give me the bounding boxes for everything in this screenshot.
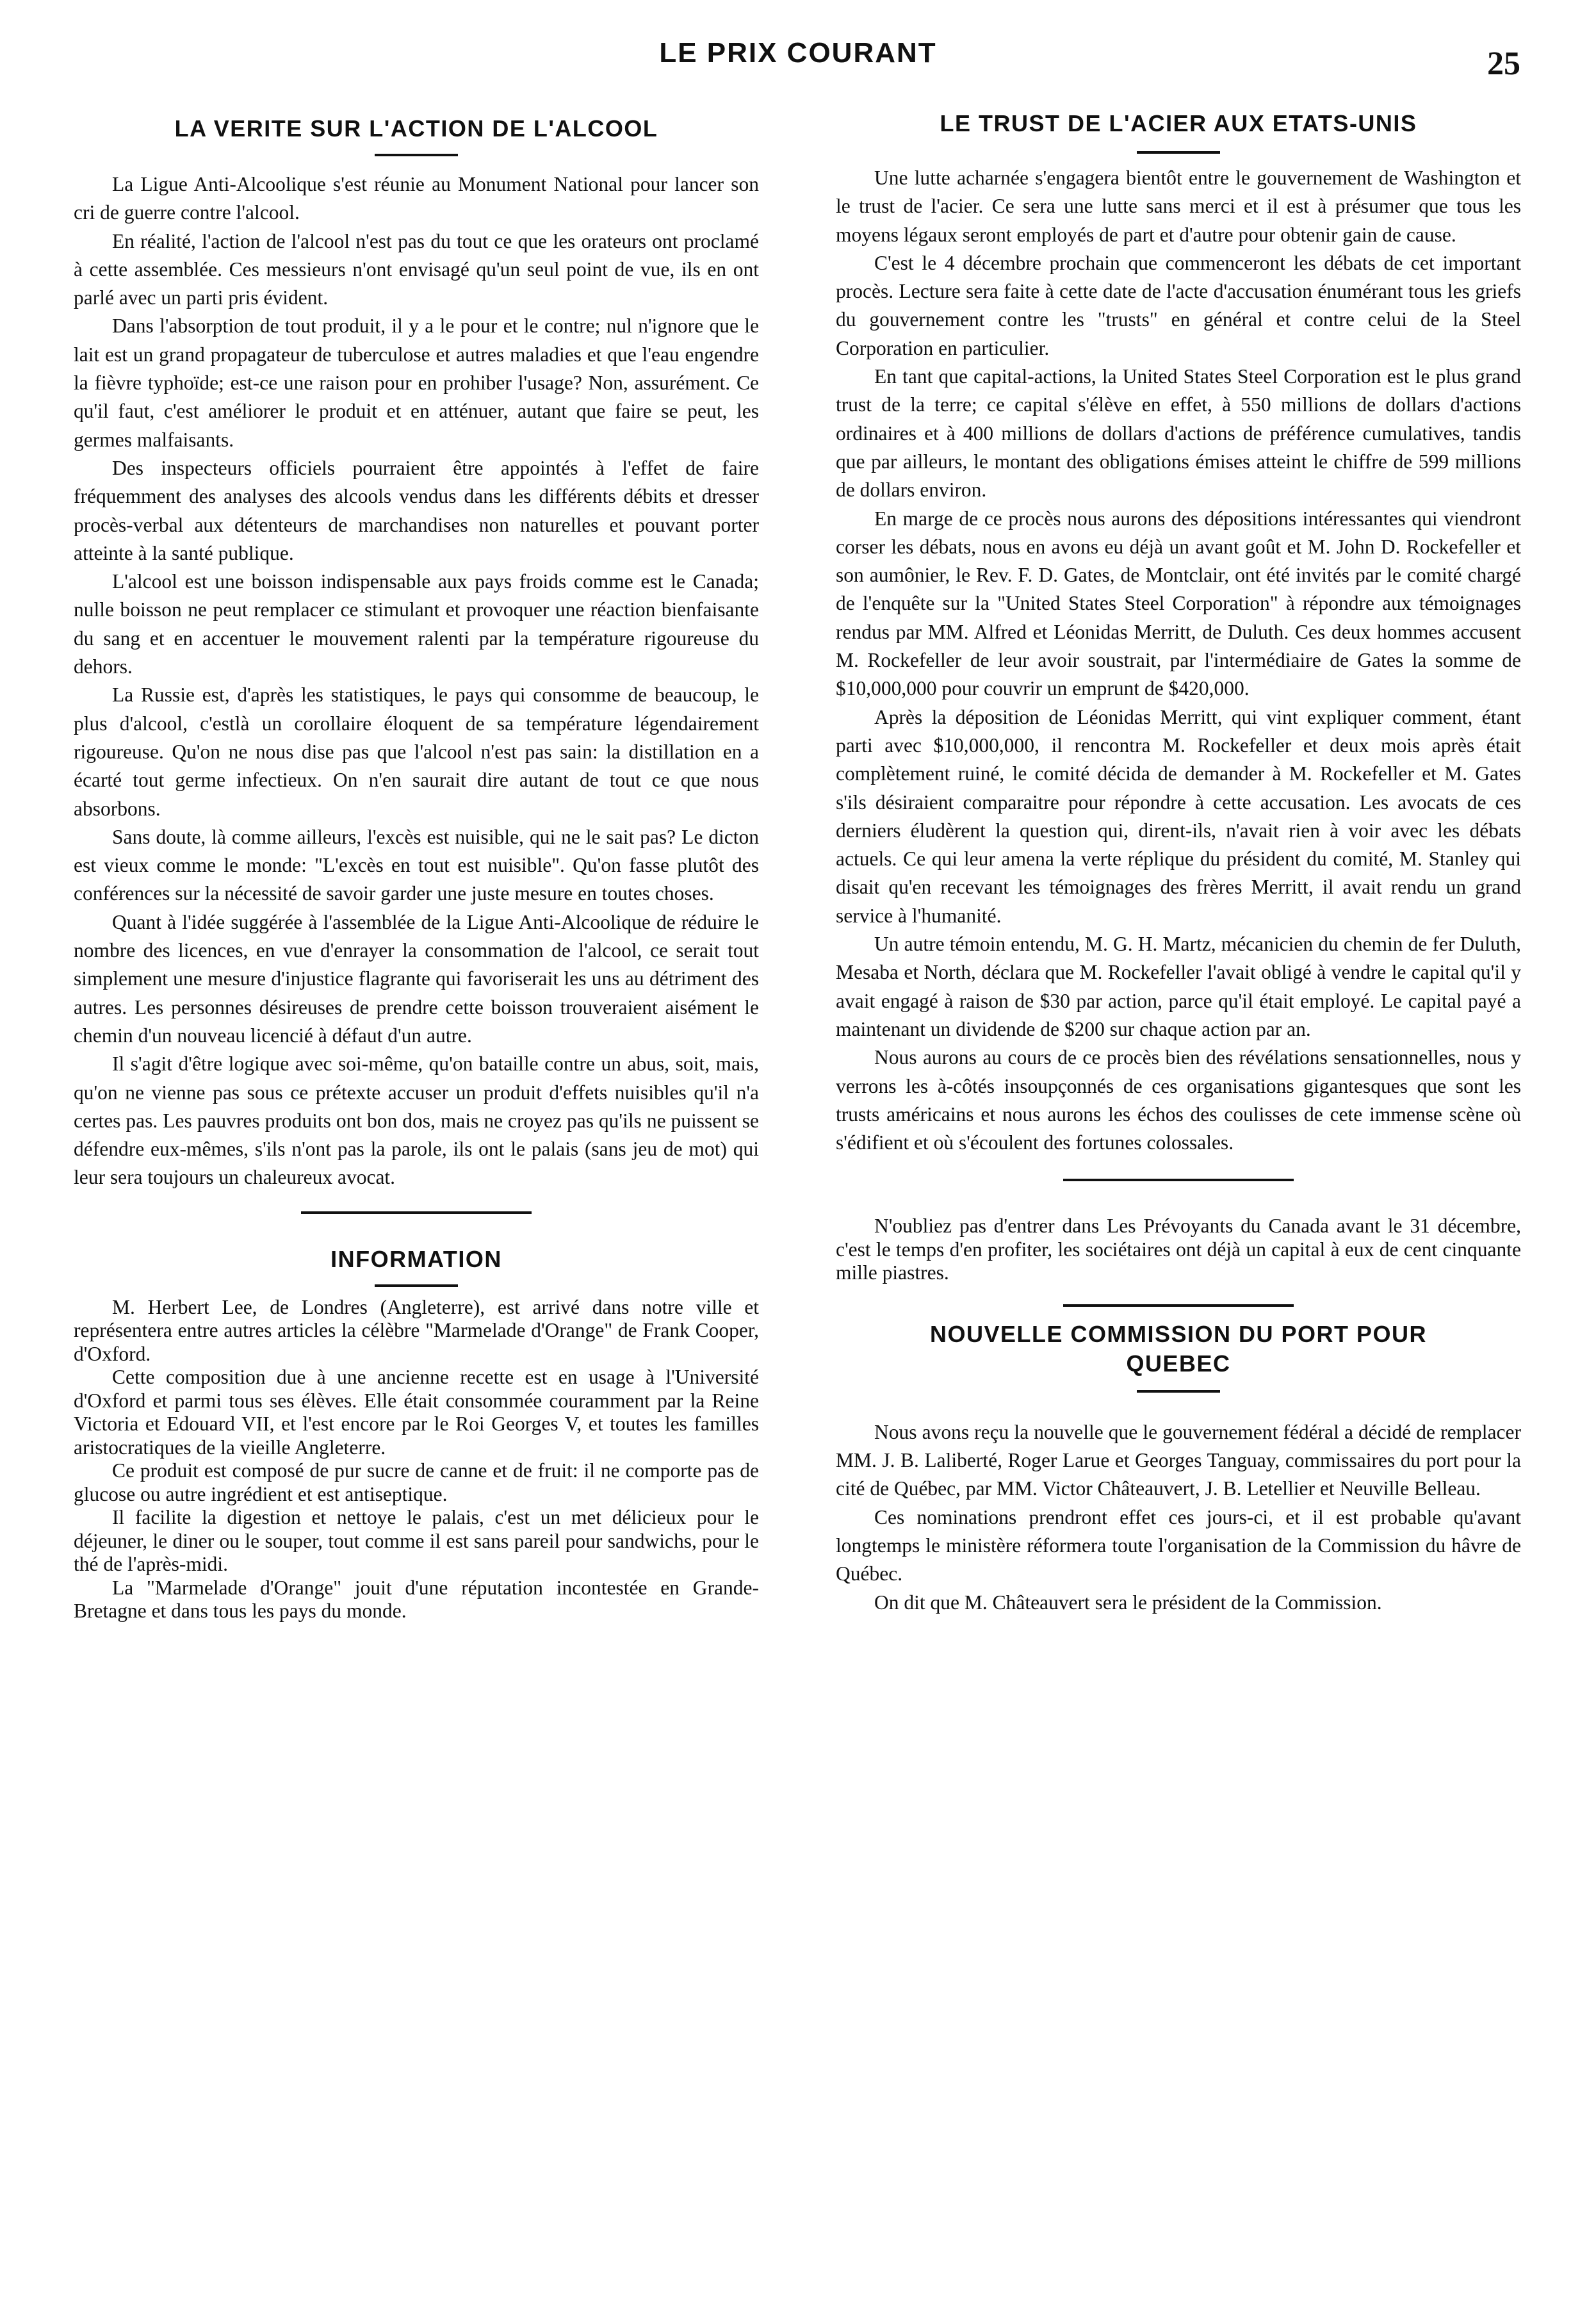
article-alcool [74, 114, 759, 1192]
article-title: LE TRUST DE L'ACIER AUX ETATS-UNIS [940, 110, 1417, 136]
paragraph: La Ligue Anti-Alcoolique s'est réunie au Monument National pour lancer son cri de guerre contre l'alcool. [74, 173, 759, 224]
paragraph: Une lutte acharnée s'engagera bientôt entre le gouvernement de Washington et le trust de l'acier. Ce sera une lutte sans merci et il est à présumer que tous les moyens légaux seront employés de part et d'autre pour obtenir gain de cause. [836, 167, 1521, 246]
paragraph: Ce produit est composé de pur sucre de canne et de fruit: il ne comporte pas de glucose ou autre ingrédient et est antiseptique. [74, 1459, 759, 1505]
section-divider [1063, 1304, 1294, 1307]
article-title: NOUVELLE COMMISSION DU PORT POUR QUEBEC [929, 1320, 1428, 1377]
article-body [836, 164, 1521, 1157]
article-title: INFORMATION [330, 1245, 502, 1272]
paragraph: En tant que capital-actions, la United States Steel Corporation est le plus grand trust de la terre; ce capital s'élève en effet, à 550 millions de dollars d'actions ordinaires et à 400 millions de dollars d'actions de préférence cumulatives, tandis que par ailleurs, le montant des obligations émises atteint le chiffre de 599 millions de dollars environ. [836, 365, 1521, 502]
paragraph: Il facilite la digestion et nettoye le palais, c'est un met délicieux pour le déjeuner, le diner ou le souper, tout comme il est sans pareil pour sandwichs, pour le thé de l'après-midi. [74, 1506, 759, 1576]
paragraph: M. Herbert Lee, de Londres (Angleterre), est arrivé dans notre ville et représentera entre autres articles la célèbre "Marmelade d'Orange" de Frank Cooper, d'Oxford. [74, 1295, 759, 1365]
paragraph: La Russie est, d'après les statistiques, le pays qui consomme de beaucoup, le plus d'alcool, c'estlà un corollaire éloquent de sa température légendairement rigoureuse. Qu'on ne nous dise pas que l'alcool n'est pas sain: la distillation en a écarté tout germe infectieux. On n'en saurait dire autant de tout ce que nous absorbons. [74, 684, 759, 820]
title-rule [1137, 1390, 1220, 1393]
paragraph: La "Marmelade d'Orange" jouit d'une réputation incontestée en Grande-Bretagne et dans tous les pays du monde. [74, 1576, 759, 1623]
paragraph: En réalité, l'action de l'alcool n'est pas du tout ce que les orateurs ont proclamé à cette assemblée. Ces messieurs n'ont envisagé qu'un seul point de vue, ils en ont parlé avec un parti pris évident. [74, 229, 759, 309]
article-title: LA VERITE SUR L'ACTION DE L'ALCOOL [174, 115, 658, 142]
paragraph: Il s'agit d'être logique avec soi-même, qu'on bataille contre un abus, soit, mais, qu'on ne vienne pas sous ce prétexte accuser un produit d'effets nuisibles qu'il n'a certes pas. Les pauvres produits ont bon dos, mais ne croyez pas qu'ils ne puissent se défendre eux-mêmes, s'ils n'ont pas la parole, ils ont le palais (sans jeu de mot) qui leur sera toujours un chaleureux avocat. [74, 1052, 759, 1189]
title-rule [375, 1284, 458, 1287]
section-divider [1063, 1179, 1294, 1181]
article-information [74, 1245, 759, 1623]
paragraph: Nous avons reçu la nouvelle que le gouvernement fédéral a décidé de remplacer MM. J. B. Laliberté, Roger Larue et Georges Tanguay, commissaires du port pour la cité de Québec, par MM. Victor Châteauvert, J. B. Letellier et Neuville Belleau. [836, 1420, 1521, 1500]
running-title: LE PRIX COURANT [659, 37, 937, 69]
article-body [74, 170, 759, 1192]
page-header [0, 37, 1596, 82]
article-commission [836, 1320, 1521, 1617]
paragraph: Après la déposition de Léonidas Merritt, qui vint expliquer comment, étant parti avec $10,000,000, il rencontra M. Rockefeller et deux mois après était complètement ruiné, le comité décida de demander à M. Rockefeller et M. Gates s'ils désiraient comparaitre pour répondre à cette accusation. Les avocats de ces derniers éludèrent la question qui, dirent-ils, n'avait rien à voir avec les débats actuels. Ce qui leur amena la verte réplique du président du comité, M. Stanley qui disait qu'en recevant les témoignages des frères Merritt, il avait rendu un grand service à l'humanité. [836, 705, 1521, 927]
article-acier [836, 109, 1521, 1157]
paragraph: Cette composition due à une ancienne recette est en usage à l'Université d'Oxford et parmi tous ses élèves. Elle était consommée couramment par la Reine Victoria et Edouard VII, et l'est encore par le Roi Georges V, et toutes les familles aristocratiques de la vieille Angleterre. [74, 1366, 759, 1459]
paragraph: Nous aurons au cours de ce procès bien des révélations sensationnelles, nous y verrons les à-côtés insoupçonnés de ces organisations gigantesques que sont les trusts américains et nous aurons les échos des coulisses de cete immense scène où s'édifient et où s'écoulent des fortunes colossales. [836, 1046, 1521, 1154]
page-number: 25 [1487, 45, 1520, 82]
title-rule [1137, 151, 1220, 154]
section-divider [301, 1211, 532, 1214]
notice-prevoyants [836, 1215, 1521, 1285]
notice-body [836, 1215, 1521, 1285]
paragraph: Des inspecteurs officiels pourraient être appointés à l'effet de faire fréquemment des analyses des alcools vendus dans les différents débits et dresser procès-verbal aux détenteurs de marchandises non naturelles et pouvant porter atteinte à la santé publique. [74, 456, 759, 564]
paragraph: Ces nominations prendront effet ces jours-ci, et il est probable qu'avant longtemps le ministère réformera toute l'organisation de la Commission du hâvre de Québec. [836, 1505, 1521, 1585]
article-body [836, 1418, 1521, 1617]
paragraph: Un autre témoin entendu, M. G. H. Martz, mécanicien du chemin de fer Duluth, Mesaba et North, déclara que M. Rockefeller l'avait obligé à vendre le capital qu'il y avait engagé à raison de $30 par action, parce qu'il était employé. Le capital payé a maintenant un dividende de $200 sur chaque action par an. [836, 933, 1521, 1040]
paragraph: C'est le 4 décembre prochain que commenceront les débats de cet important procès. Lecture sera faite à cette date de l'acte d'accusation énumérant tous les griefs du gouvernement contre les "trusts" en général et contre celui de la Steel Corporation en particulier. [836, 251, 1521, 359]
article-body [74, 1296, 759, 1623]
right-column [836, 109, 1521, 1617]
paragraph: Sans doute, là comme ailleurs, l'excès est nuisible, qui ne le sait pas? Le dicton est vieux comme le monde: "L'excès en tout est nuisible". Qu'on fasse plutôt des conférences sur la nécessité de savoir garder une juste mesure en toutes choses. [74, 825, 759, 905]
paragraph: L'alcool est une boisson indispensable aux pays froids comme est le Canada; nulle boisson ne peut remplacer ce stimulant et provoquer une réaction bienfaisante du sang et en accentuer le mouvement ralenti par la température rigoureuse du dehors. [74, 570, 759, 678]
paragraph: On dit que M. Châteauvert sera le président de la Commission. [874, 1591, 1382, 1614]
paragraph: Quant à l'idée suggérée à l'assemblée de la Ligue Anti-Alcoolique de réduire le nombre des licences, en vue d'enrayer la consommation de l'alcool, ce serait tout simplement une mesure d'injustice flagrante qui favoriserait les uns au détriment des autres. Les personnes désireuses de prendre cette boisson trouveraient aisément le chemin d'un nouveau licencié à défaut d'un autre. [74, 910, 759, 1047]
title-rule [375, 154, 458, 156]
left-column [74, 109, 759, 1623]
paragraph: En marge de ce procès nous aurons des dépositions intéressantes qui viendront corser les débats, nous en avons eu déjà un avant goût et M. John D. Rockefeller et son aumônier, le Rev. F. D. Gates, de Montclair, ont été invités par le comité chargé de l'enquête sur la "United States Steel Corporation" à répondre aux témoignages rendus par MM. Alfred et Léonidas Merritt, de Duluth. Ces deux hommes accusent M. Rockefeller de leur avoir soustrait, par l'intermédiaire de Gates la somme de $10,000,000 pour couvrir un emprunt de $420,000. [836, 507, 1521, 700]
paragraph: N'oubliez pas d'entrer dans Les Prévoyants du Canada avant le 31 décembre, c'est le temps d'en profiter, les sociétaires ont déjà un capital à eux de cent cinquante mille piastres. [836, 1215, 1521, 1284]
paragraph: Dans l'absorption de tout produit, il y a le pour et le contre; nul n'ignore que le lait est un grand propagateur de tuberculose et autres maladies et que l'eau engendre la fièvre typhoïde; est-ce une raison pour en prohiber l'usage? Non, assurément. Ce qu'il faut, c'est améliorer le produit et en atténuer, autant que faire se peut, les germes malfaisants. [74, 315, 759, 451]
